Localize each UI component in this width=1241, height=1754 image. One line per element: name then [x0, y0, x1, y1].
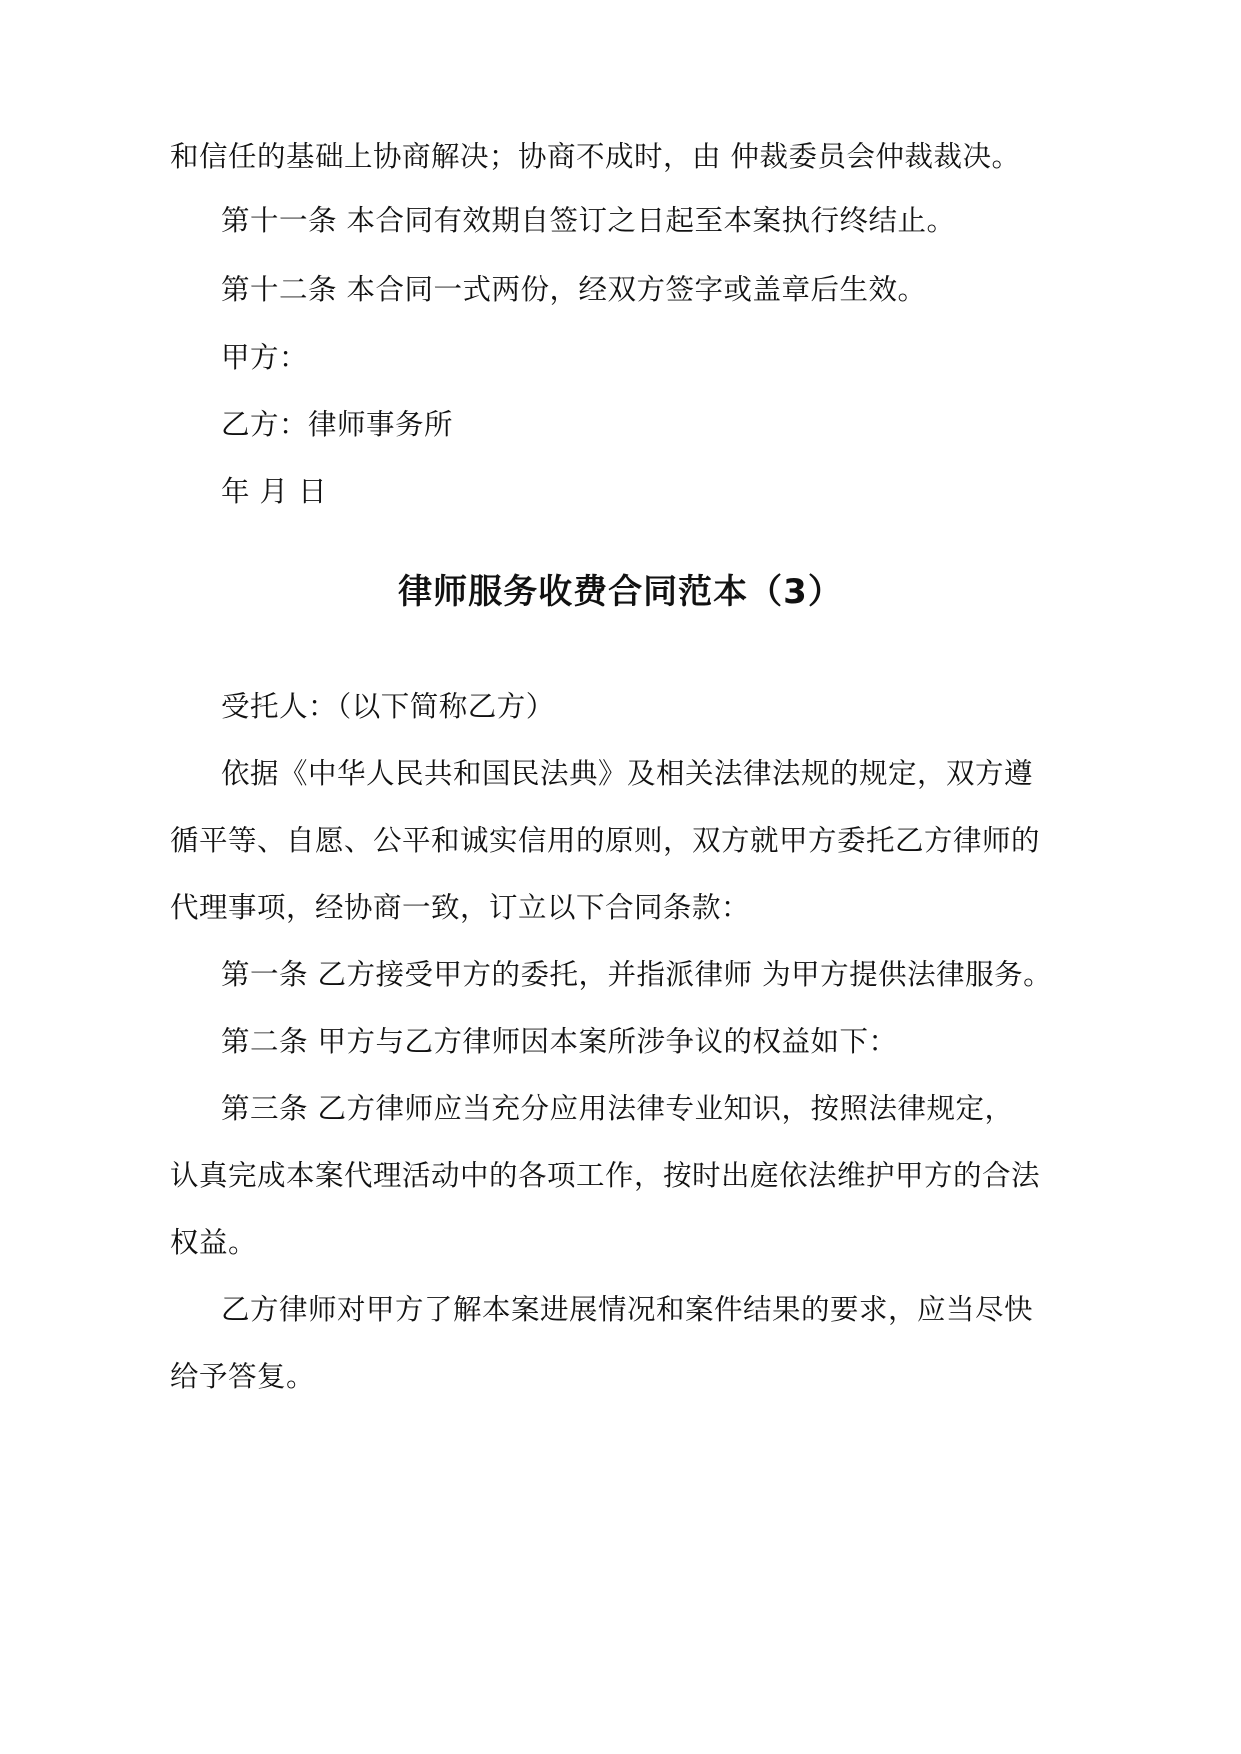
followup-line-2: 给予答复。: [170, 1360, 316, 1393]
article-2: 第二条 甲方与乙方律师因本案所涉争议的权益如下：: [221, 1025, 898, 1058]
followup-line-1: 乙方律师对甲方了解本案进展情况和案件结果的要求，应当尽快: [221, 1293, 1034, 1326]
party-a-signature-line: 甲方：: [221, 341, 309, 374]
preamble-line-1: 依据《中华人民共和国民法典》及相关法律法规的规定，双方遵: [221, 757, 1034, 790]
preamble-line-3: 代理事项，经协商一致，订立以下合同条款：: [170, 891, 751, 924]
article-3-line-1: 第三条 乙方律师应当充分应用法律专业知识，按照法律规定，: [221, 1092, 1014, 1125]
article-11: 第十一条 本合同有效期自签订之日起至本案执行终结止。: [221, 204, 956, 237]
article-3-line-3: 权益。: [170, 1226, 258, 1259]
preamble-line-2: 循平等、自愿、公平和诚实信用的原则，双方就甲方委托乙方律师的: [170, 824, 1041, 857]
entrusted-party-line: 受托人：（以下简称乙方）: [221, 690, 555, 723]
continuation-line: 和信任的基础上协商解决；协商不成时，由 仲裁委员会仲裁裁决。: [170, 140, 1021, 173]
article-3-line-2: 认真完成本案代理活动中的各项工作，按时出庭依法维护甲方的合法: [170, 1159, 1041, 1192]
party-b-signature-line: 乙方：律师事务所: [221, 408, 454, 441]
article-1: 第一条 乙方接受甲方的委托，并指派律师 为甲方提供法律服务。: [221, 958, 1053, 991]
article-12: 第十二条 本合同一式两份，经双方签字或盖章后生效。: [221, 273, 927, 306]
date-line: 年 月 日: [221, 475, 328, 508]
document-title: 律师服务收费合同范本（3）: [398, 572, 843, 612]
